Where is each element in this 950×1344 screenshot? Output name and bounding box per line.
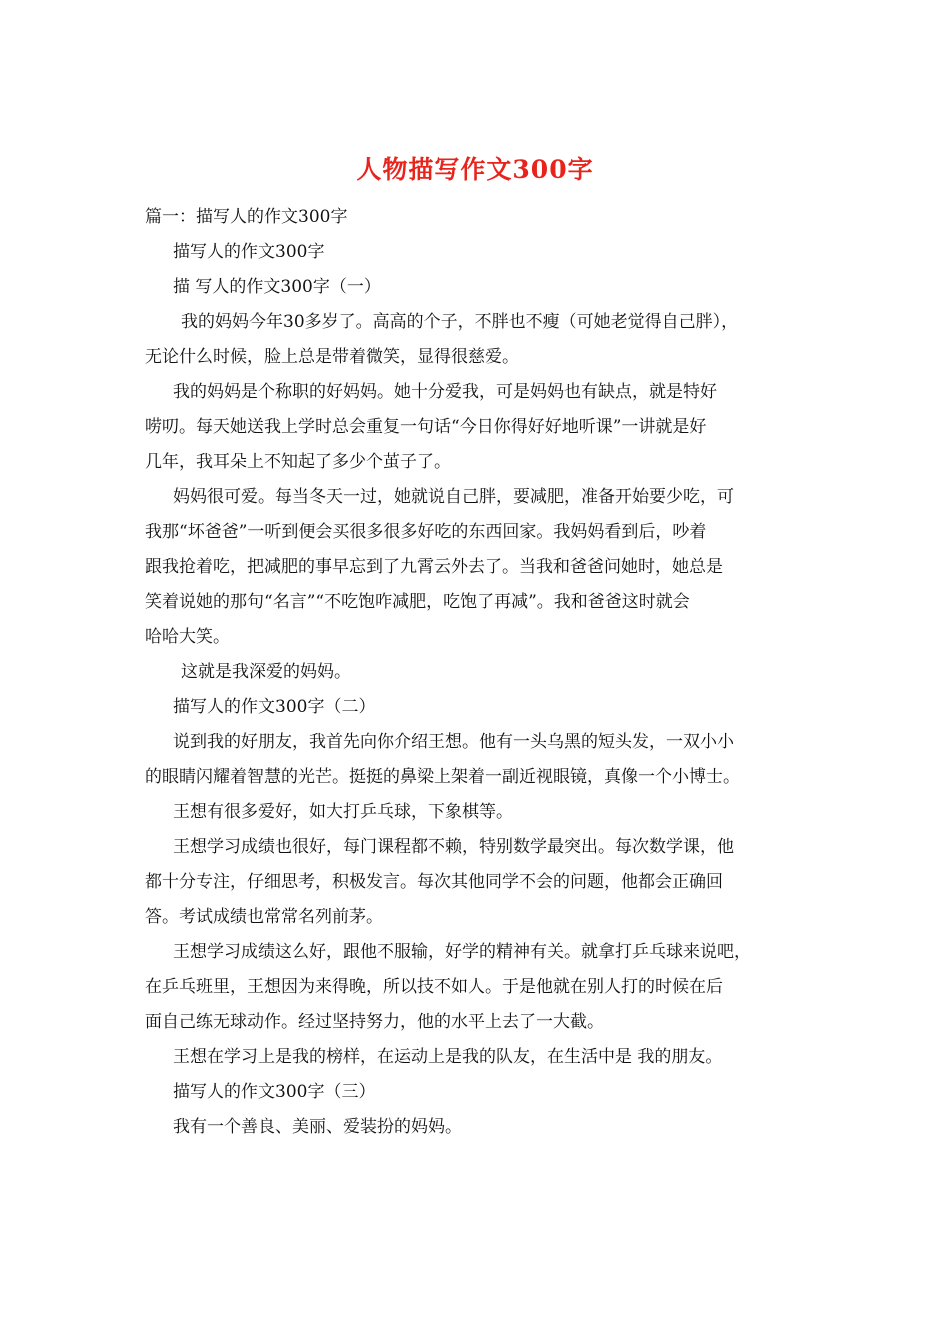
text-line: 我有一个善良、美丽、爱装扮的妈妈。: [173, 1117, 462, 1137]
text-line: 描写人的作文300字: [173, 242, 325, 262]
document-body: [145, 200, 810, 1145]
text-line: 说到我的好朋友，我首先向你介绍王想。他有一头乌黑的短头发，一双小小: [173, 732, 734, 752]
text-line: 笑着说她的那句“名言”“不吃饱咋减肥，吃饱了再减”。我和爸爸这时就会: [145, 592, 690, 612]
text-line: 篇一：描写人的作文300字: [145, 207, 348, 227]
text-line: 描 写人的作文300字（一）: [173, 277, 381, 297]
document-title: 人物描写作文300字: [356, 155, 594, 184]
text-line: 王想学习成绩这么好，跟他不服输，好学的精神有关。就拿打乒乓球来说吧，: [173, 942, 751, 962]
text-line: 王想有很多爱好，如大打乒乓球，下象棋等。: [173, 802, 513, 822]
text-line: 哈哈大笑。: [145, 627, 230, 647]
text-line: 王想在学习上是我的榜样，在运动上是我的队友，在生活中是 我的朋友。: [173, 1047, 723, 1067]
text-line: 跟我抢着吃，把减肥的事早忘到了九霄云外去了。当我和爸爸问她时，她总是: [145, 557, 723, 577]
text-line: 答。考试成绩也常常名列前茅。: [145, 907, 383, 927]
text-line: 无论什么时候，脸上总是带着微笑，显得很慈爱。: [145, 347, 519, 367]
text-line: 我的妈妈是个称职的好妈妈。她十分爱我，可是妈妈也有缺点，就是特好: [173, 382, 717, 402]
text-line: 描写人的作文300字（二）: [173, 697, 376, 717]
text-line: 我的妈妈今年30多岁了。高高的个子，不胖也不瘦（可她老觉得自己胖），: [181, 312, 739, 332]
text-line: 我那“坏爸爸”一听到便会买很多很多好吃的东西回家。我妈妈看到后，吵着: [145, 522, 707, 542]
text-line: 在乒乓班里，王想因为来得晚，所以技不如人。于是他就在别人打的时候在后: [145, 977, 723, 997]
text-line: 都十分专注，仔细思考，积极发言。每次其他同学不会的问题，他都会正确回: [145, 872, 723, 892]
text-line: 面自己练无球动作。经过坚持努力，他的水平上去了一大截。: [145, 1012, 604, 1032]
text-line: 唠叨。每天她送我上学时总会重复一句话“今日你得好好地听课”一讲就是好: [145, 417, 707, 437]
text-line: 这就是我深爱的妈妈。: [181, 662, 351, 682]
text-line: 的眼睛闪耀着智慧的光芒。挺挺的鼻梁上架着一副近视眼镜，真像一个小博士。: [145, 767, 740, 787]
text-line: 妈妈很可爱。每当冬天一过，她就说自己胖，要减肥，准备开始要少吃，可: [173, 487, 734, 507]
text-line: 几年，我耳朵上不知起了多少个茧子了。: [145, 452, 451, 472]
text-line: 描写人的作文300字（三）: [173, 1082, 376, 1102]
text-line: 王想学习成绩也很好，每门课程都不赖，特别数学最突出。每次数学课，他: [173, 837, 734, 857]
